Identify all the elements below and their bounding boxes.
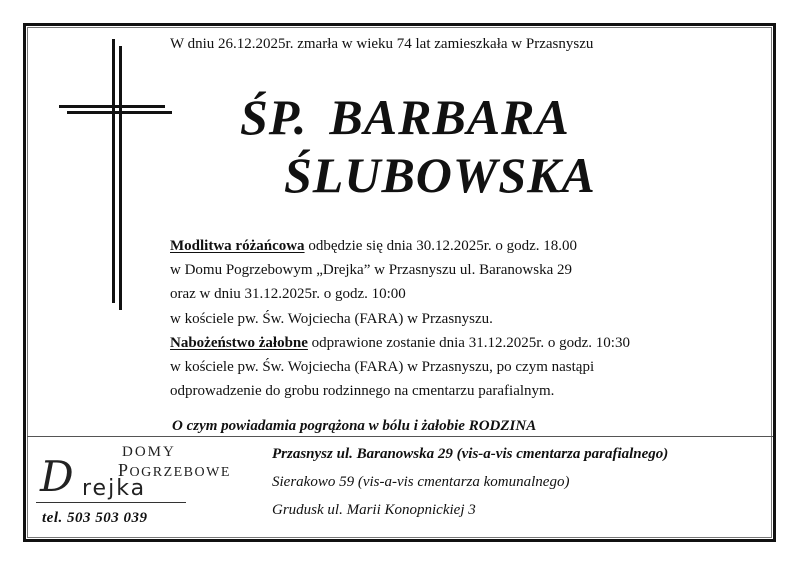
rosary-line-3: oraz w dniu 31.12.2025r. o godz. 10:00 xyxy=(170,286,406,303)
address-przasnysz: Przasnysz ul. Baranowska 29 (vis-a-vis cmentarza parafialnego) xyxy=(272,446,669,462)
ceremony-details xyxy=(170,234,630,403)
logo-domy-text: DOMY xyxy=(122,444,176,460)
first-name: BARBARA xyxy=(329,89,570,145)
logo-rejka-text: rejka xyxy=(82,476,147,501)
rosary-line-4: w kościele pw. Św. Wojciecha (FARA) w Przasnyszu. xyxy=(170,310,493,327)
logo-pogrzebowe-text: POGRZEBOWE xyxy=(118,460,231,480)
logo-decorative-d-icon: D xyxy=(40,452,74,501)
phone-number: tel. 503 503 039 xyxy=(42,510,148,526)
address-grudusk: Grudusk ul. Marii Konopnickiej 3 xyxy=(272,502,476,518)
funeral-line-3: odprowadzenie do grobu rodzinnego na cmentarzu parafialnym. xyxy=(170,383,555,400)
footer-divider xyxy=(27,436,773,437)
family-signature: O czym powiadamia pogrążona w bólu i żałobie RODZINA xyxy=(172,418,537,434)
funeral-title: Nabożeństwo żałobne xyxy=(170,334,308,351)
funeral-line-1: Nabożeństwo żałobne odprawione zostanie dnia 31.12.2025r. o godz. 10:30 xyxy=(170,334,630,351)
rosary-line-1: Modlitwa różańcowa odbędzie się dnia 30.12.2025r. o godz. 18.00 xyxy=(170,238,578,254)
funeral-home-logo xyxy=(36,440,231,535)
funeral-home-addresses xyxy=(272,442,668,526)
address-sierakowo: Sierakowo 59 (vis-a-vis cmentarza komunalnego) xyxy=(272,474,570,490)
deceased-last-name: ŚLUBOWSKA xyxy=(284,147,596,203)
rosary-title: Modlitwa różańcowa xyxy=(170,238,305,254)
death-announcement-line: W dniu 26.12.2025r. zmarła w wieku 74 lat zamieszkała w Przasnyszu xyxy=(170,36,594,52)
honorific-prefix: ŚP. xyxy=(240,89,308,145)
deceased-name-line-1 xyxy=(240,89,570,145)
logo-underline xyxy=(36,502,186,503)
rosary-line-2: w Domu Pogrzebowym „Drejka” w Przasnyszu ul. Baranowska 29 xyxy=(170,262,572,279)
funeral-line-2: w kościele pw. Św. Wojciecha (FARA) w Przasnyszu, po czym nastąpi xyxy=(170,358,595,375)
